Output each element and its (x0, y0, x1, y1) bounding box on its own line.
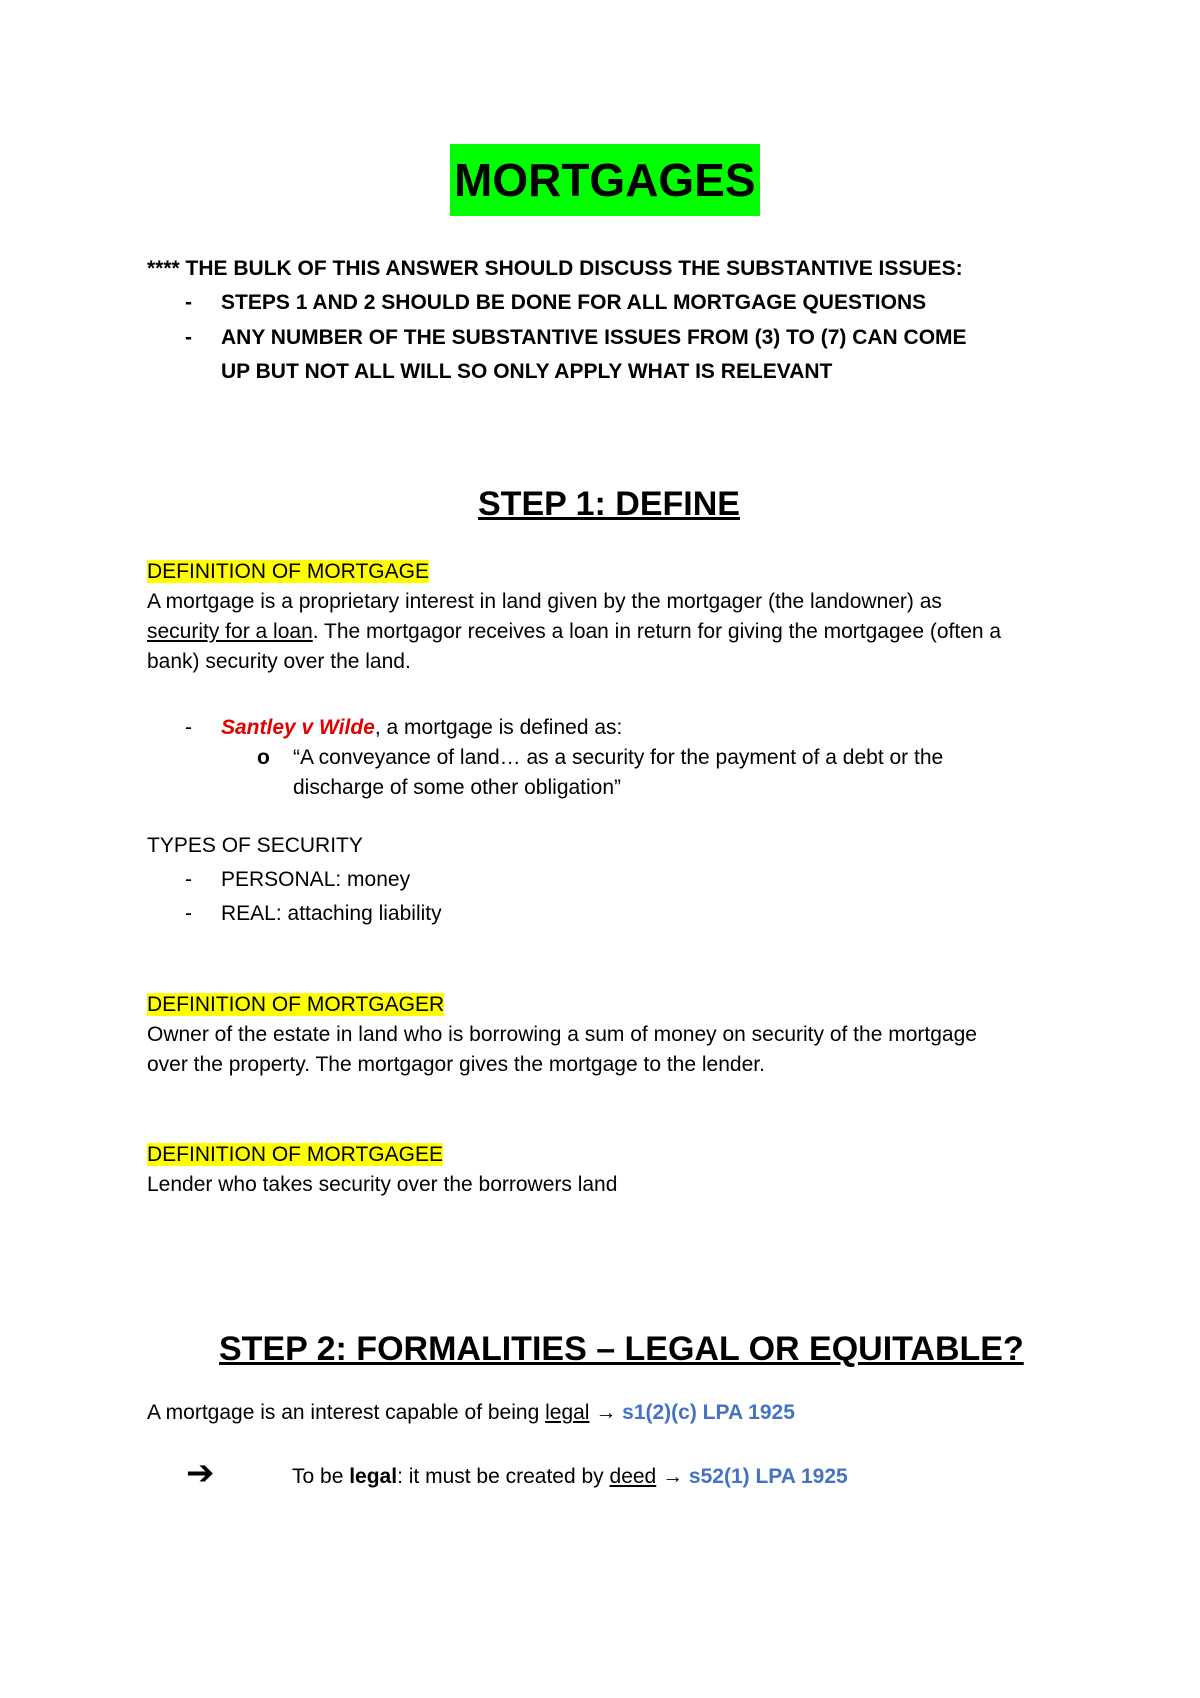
step2-line-2-pre: To be (292, 1465, 350, 1488)
dash-bullet: - (185, 326, 192, 349)
circle-bullet: o (257, 746, 270, 769)
statute-citation: s52(1) LPA 1925 (688, 1465, 848, 1488)
page-title: MORTGAGES (450, 144, 760, 216)
underlined-legal: legal (545, 1401, 590, 1424)
quote-line-2: discharge of some other obligation” (293, 776, 622, 799)
types-of-security-label: TYPES OF SECURITY (147, 834, 363, 857)
mortgager-def-line-2: over the property. The mortgagor gives the mortgage to the lender. (147, 1053, 765, 1076)
type-real-text: REAL: attaching liability (221, 902, 442, 925)
definition-mortgage-label (147, 557, 429, 587)
highlight-label: DEFINITION OF MORTGAGE (147, 560, 429, 583)
intro-line: **** THE BULK OF THIS ANSWER SHOULD DISCUSS THE SUBSTANTIVE ISSUES: (147, 257, 963, 280)
highlight-label: DEFINITION OF MORTGAGEE (147, 1143, 443, 1166)
mortgage-def-line-3: bank) security over the land. (147, 650, 411, 673)
dash-bullet: - (185, 291, 192, 314)
highlight-label: DEFINITION OF MORTGAGER (147, 993, 445, 1016)
definition-mortgager-label (147, 990, 444, 1020)
mortgager-def-line-1: Owner of the estate in land who is borrowing a sum of money on security of the mortgage (147, 1023, 977, 1046)
statute-citation: s1(2)(c) LPA 1925 (622, 1401, 795, 1424)
case-rest: , a mortgage is defined as: (374, 716, 623, 739)
step2-line-2 (292, 1462, 848, 1492)
mortgage-def-line-1: A mortgage is a proprietary interest in land given by the mortgager (the landowner) as (147, 590, 942, 613)
intro-bullet-1 (185, 288, 926, 318)
step1-heading: STEP 1: DEFINE (478, 485, 740, 523)
type-real (185, 899, 442, 929)
type-personal-text: PERSONAL: money (221, 868, 411, 891)
type-personal (185, 865, 410, 895)
intro-bullet-2-text: ANY NUMBER OF THE SUBSTANTIVE ISSUES FROM (3) TO (7) CAN COME (221, 326, 967, 349)
case-name: Santley v Wilde (221, 716, 375, 739)
intro-bullet-1-text: STEPS 1 AND 2 SHOULD BE DONE FOR ALL MORTGAGE QUESTIONS (221, 291, 927, 314)
mortgagee-def-line-1: Lender who takes security over the borrowers land (147, 1173, 618, 1196)
bold-legal: legal (349, 1465, 398, 1488)
big-arrow-icon: ➔ (186, 1454, 215, 1492)
step2-heading: STEP 2: FORMALITIES – LEGAL OR EQUITABLE? (219, 1330, 1024, 1368)
dash-bullet: - (185, 902, 192, 925)
mortgage-def-line-2-rest: . The mortgagor receives a loan in return for giving the mortgagee (often a (312, 620, 1002, 643)
mortgage-def-line-2 (147, 617, 1001, 647)
case-bullet (185, 713, 622, 743)
arrow-right-icon: → (595, 1401, 617, 1424)
step2-line-1 (147, 1398, 795, 1428)
quote-bullet (257, 743, 943, 773)
step2-line-1-pre: A mortgage is an interest capable of being (147, 1401, 546, 1424)
quote-line-1: “A conveyance of land… as a security for the payment of a debt or the (293, 746, 944, 769)
intro-bullet-2-cont: UP BUT NOT ALL WILL SO ONLY APPLY WHAT IS RELEVANT (221, 360, 833, 383)
arrow-right-icon: → (662, 1465, 684, 1488)
underlined-phrase: security for a loan (147, 620, 313, 643)
intro-bullet-2 (185, 323, 967, 353)
underlined-deed: deed (609, 1465, 657, 1488)
dash-bullet: - (185, 868, 192, 891)
dash-bullet: - (185, 716, 192, 739)
step2-line-2-mid: : it must be created by (397, 1465, 610, 1488)
definition-mortgagee-label (147, 1140, 443, 1170)
